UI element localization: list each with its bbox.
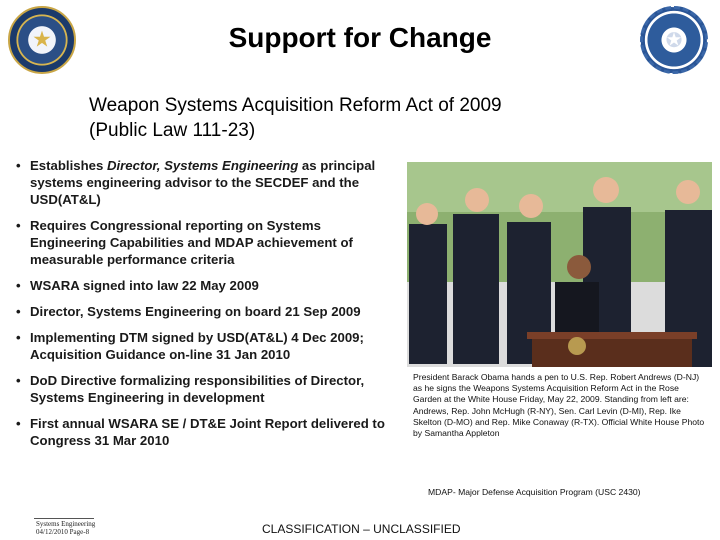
footer-date-page: 04/12/2010 Page-8 <box>36 528 90 536</box>
footer-org <box>36 520 95 536</box>
bullet-list <box>14 157 394 458</box>
photo-caption: President Barack Obama hands a pen to U.S. Rep. Robert Andrews (D-NJ) as he signs the Weapons Systems Acquisition Reform Act in the Rose Garden at the White House Friday, May 22, 2009. Standing from left are: Andrews, Rep. John McHugh (R-NY), Sen. Carl Levin (D-MI), Rep. Ike Skelton (D-MO) and Rep. Mike Conaway (R-TX). Official White House Photo by Samantha Appleton <box>413 372 705 439</box>
subtitle-line-2: (Public Law 111-23) <box>89 120 256 141</box>
signing-photo-illustration <box>407 162 712 367</box>
bullet-dot-icon: • <box>16 373 21 388</box>
mdap-footnote: MDAP- Major Defense Acquisition Program (USC 2430) <box>428 487 641 497</box>
bullet-dot-icon: • <box>16 218 21 233</box>
bullet-item: • DoD Directive formalizing responsibilities of Director, Systems Engineering in development <box>16 373 365 405</box>
bullet-dot-icon: • <box>16 330 21 345</box>
dod-seal-icon: ★ <box>8 6 76 74</box>
footer-org-name: Systems Engineering <box>36 520 96 528</box>
page-title: Support for Change <box>228 22 492 53</box>
bullet-item: • Requires Congressional reporting on Systems Engineering Capabilities and MDAP achievement of measurable performance criteria <box>16 218 353 267</box>
classification-label: CLASSIFICATION – UNCLASSIFIED <box>262 522 461 536</box>
systems-engineering-seal-icon: ✪ <box>640 6 708 74</box>
bullet-item: • Establishes Director, Systems Engineering as principal systems engineering advisor to the SECDEF and the USD(AT&L) <box>16 158 376 207</box>
subtitle <box>89 93 649 143</box>
bullet-item: • Director, Systems Engineering on board 21 Sep 2009 <box>16 304 361 319</box>
bullet-item: • Implementing DTM signed by USD(AT&L) 4 Dec 2009; Acquisition Guidance on-line 31 Jan 2010 <box>16 330 364 362</box>
bullet-item: • First annual WSARA SE / DT&E Joint Report delivered to Congress 31 Mar 2010 <box>16 416 385 448</box>
bullet-dot-icon: • <box>16 416 21 431</box>
subtitle-line-1: Weapon Systems Acquisition Reform Act of 2009 <box>89 95 502 116</box>
emphasis-text: Director, Systems Engineering <box>106 158 299 173</box>
footer-divider <box>34 518 94 519</box>
bullet-dot-icon: • <box>16 158 21 173</box>
bullet-dot-icon: • <box>16 304 21 319</box>
bullet-dot-icon: • <box>16 278 21 293</box>
bullet-item: • WSARA signed into law 22 May 2009 <box>16 278 259 293</box>
signing-photo <box>407 162 712 367</box>
